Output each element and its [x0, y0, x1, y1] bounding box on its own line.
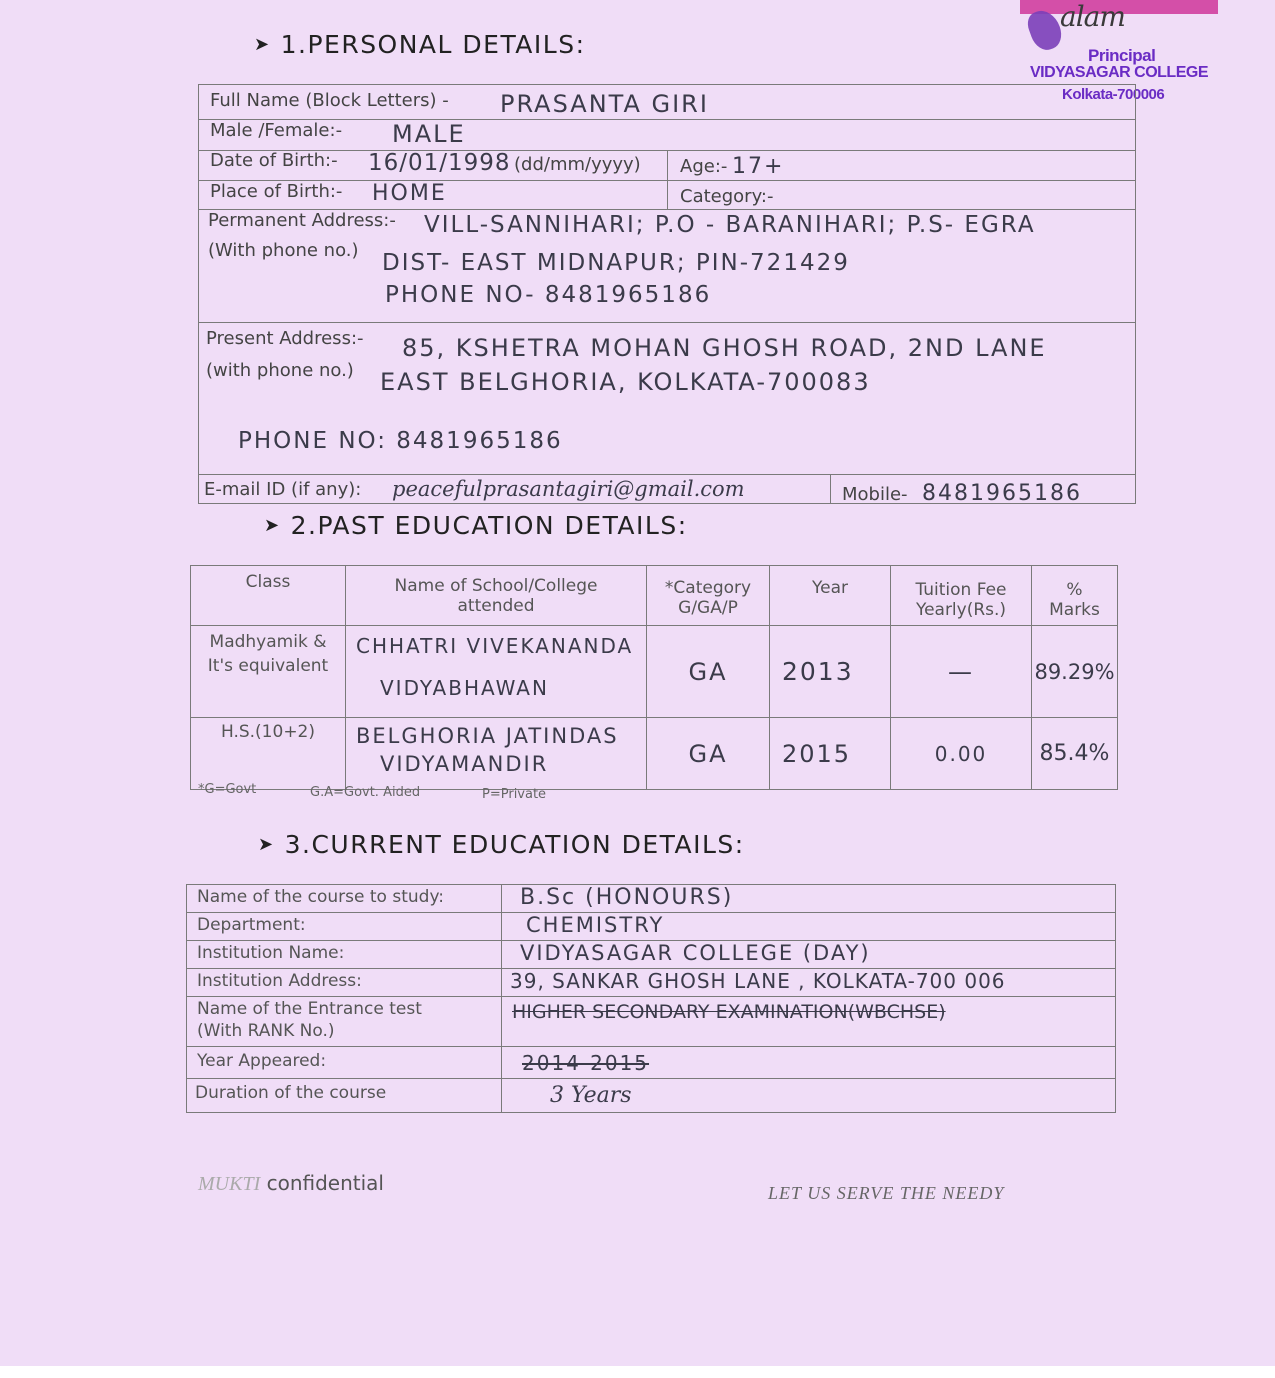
arrow-icon: ➤ — [264, 515, 281, 536]
row2-fee: 0.00 — [934, 741, 988, 766]
permanent-address-line2: DIST- EAST MIDNAPUR; PIN-721429 — [382, 250, 850, 276]
note-private: P=Private — [482, 787, 547, 802]
past-education-table — [190, 565, 1118, 790]
present-address-sublabel: (with phone no.) — [206, 360, 354, 381]
present-address-label: Present Address:- — [206, 328, 364, 349]
entrance-test-sublabel: (With RANK No.) — [197, 1021, 335, 1041]
arrow-icon: ➤ — [258, 834, 275, 855]
dob-label: Date of Birth:- — [210, 150, 338, 171]
section-3-heading: ➤ 3.CURRENT EDUCATION DETAILS: — [258, 830, 745, 859]
row2-year: 2015 — [782, 739, 852, 768]
permanent-address-sublabel: (With phone no.) — [208, 240, 359, 261]
pob-label: Place of Birth:- — [210, 181, 343, 202]
row1-marks: 89.29% — [1034, 659, 1115, 684]
section-1-heading: ➤ 1.PERSONAL DETAILS: — [254, 30, 586, 59]
institution-address-label: Institution Address: — [197, 971, 362, 991]
age-label: Age:- — [680, 156, 728, 177]
header-year: Year — [812, 578, 848, 598]
header-marks-1: % — [1066, 580, 1083, 600]
category-label: Category:- — [680, 186, 774, 207]
full-name-label: Full Name (Block Letters) - — [210, 90, 449, 111]
year-appeared-label: Year Appeared: — [197, 1051, 327, 1071]
row1-category: GA — [688, 657, 728, 686]
principal-signature: alam — [1060, 0, 1125, 33]
row1-fee: — — [948, 657, 974, 686]
row1-year: 2013 — [782, 657, 854, 686]
table-row — [187, 1047, 1116, 1079]
course-value: B.Sc (HONOURS) — [520, 885, 734, 910]
row1-class-2: It's equivalent — [207, 656, 329, 676]
footer-left — [198, 1171, 384, 1196]
header-category-2: G/GA/P — [678, 598, 738, 618]
dob-format: (dd/mm/yyyy) — [514, 154, 641, 175]
header-class: Class — [245, 572, 291, 592]
permanent-phone: PHONE NO- 8481965186 — [385, 282, 712, 308]
dob-value: 16/01/1998 — [368, 150, 511, 176]
row2-marks: 85.4% — [1039, 741, 1110, 766]
mobile-label: Mobile- — [842, 484, 908, 505]
institution-name-label: Institution Name: — [197, 943, 345, 963]
permanent-address-line1: VILL-SANNIHARI; P.O - BARANIHARI; P.S- EGRA — [424, 212, 1036, 238]
entrance-test-label: Name of the Entrance test — [197, 999, 422, 1019]
stamp-city: Kolkata-700006 — [1062, 86, 1165, 103]
age-value: 17+ — [732, 154, 785, 179]
table-row — [191, 718, 1118, 790]
row2-school-2: VIDYAMANDIR — [380, 752, 549, 776]
mobile-value: 8481965186 — [922, 481, 1082, 506]
duration-value: 3 Years — [550, 1083, 632, 1108]
table-row — [187, 913, 1116, 941]
footer-brand: MUKTI — [198, 1173, 261, 1195]
table-row — [187, 969, 1116, 997]
section-2-heading: ➤ 2.PAST EDUCATION DETAILS: — [264, 511, 688, 540]
full-name-value: PRASANTA GIRI — [500, 90, 709, 118]
header-category-1: *Category — [664, 578, 752, 598]
gender-value: MALE — [392, 120, 466, 148]
row1-school-1: CHHATRI VIVEKANANDA — [356, 634, 634, 658]
present-phone: PHONE NO: 8481965186 — [238, 428, 563, 454]
row2-school-1: BELGHORIA JATINDAS — [356, 724, 619, 748]
email-label: E-mail ID (if any): — [204, 479, 362, 500]
pob-value: HOME — [372, 181, 447, 206]
arrow-icon: ➤ — [254, 34, 271, 55]
header-fee-1: Tuition Fee — [915, 580, 1007, 600]
header-school-1: Name of School/College — [394, 576, 598, 596]
permanent-address-label: Permanent Address:- — [208, 210, 396, 231]
department-value: CHEMISTRY — [526, 913, 665, 937]
present-address-line2: EAST BELGHORIA, KOLKATA-700083 — [380, 368, 871, 396]
duration-label: Duration of the course — [195, 1083, 387, 1103]
table-row — [187, 997, 1116, 1047]
scan-edge — [0, 1366, 1275, 1378]
stamp-title: Principal — [1088, 46, 1156, 65]
stamp-college: VIDYASAGAR COLLEGE — [1030, 64, 1208, 81]
footer-motto: LET US SERVE THE NEEDY — [768, 1183, 1005, 1203]
table-row — [187, 941, 1116, 969]
current-education-table — [186, 884, 1116, 1113]
header-fee-2: Yearly(Rs.) — [915, 600, 1007, 620]
course-label: Name of the course to study: — [197, 887, 444, 907]
department-label: Department: — [197, 915, 306, 935]
header-school-2: attended — [457, 596, 535, 616]
note-govt: *G=Govt — [198, 782, 257, 797]
present-address-line1: 85, KSHETRA MOHAN GHOSH ROAD, 2ND LANE — [402, 334, 1047, 362]
table-header-row — [191, 566, 1118, 626]
table-row — [187, 885, 1116, 913]
institution-address-value: 39, SANKAR GHOSH LANE , KOLKATA-700 006 — [510, 969, 1006, 993]
note-aided: G.A=Govt. Aided — [310, 785, 421, 800]
entrance-test-value: HIGHER SECONDARY EXAMINATION(WBCHSE) — [512, 1001, 946, 1023]
header-marks-2: Marks — [1049, 600, 1100, 620]
table-row — [187, 1079, 1116, 1113]
institution-name-value: VIDYASAGAR COLLEGE (DAY) — [520, 941, 871, 965]
gender-label: Male /Female:- — [210, 120, 343, 141]
email-value: peacefulprasantagiri@gmail.com — [392, 477, 745, 501]
row1-class-1: Madhyamik & — [209, 632, 327, 652]
table-row — [191, 626, 1118, 718]
row1-school-2: VIDYABHAWAN — [380, 676, 549, 700]
footer-confidential: confidential — [266, 1171, 384, 1195]
row2-class-1: H.S.(10+2) — [220, 722, 316, 742]
row2-category: GA — [688, 739, 728, 768]
year-appeared-value: 2014-2015 — [522, 1051, 650, 1075]
